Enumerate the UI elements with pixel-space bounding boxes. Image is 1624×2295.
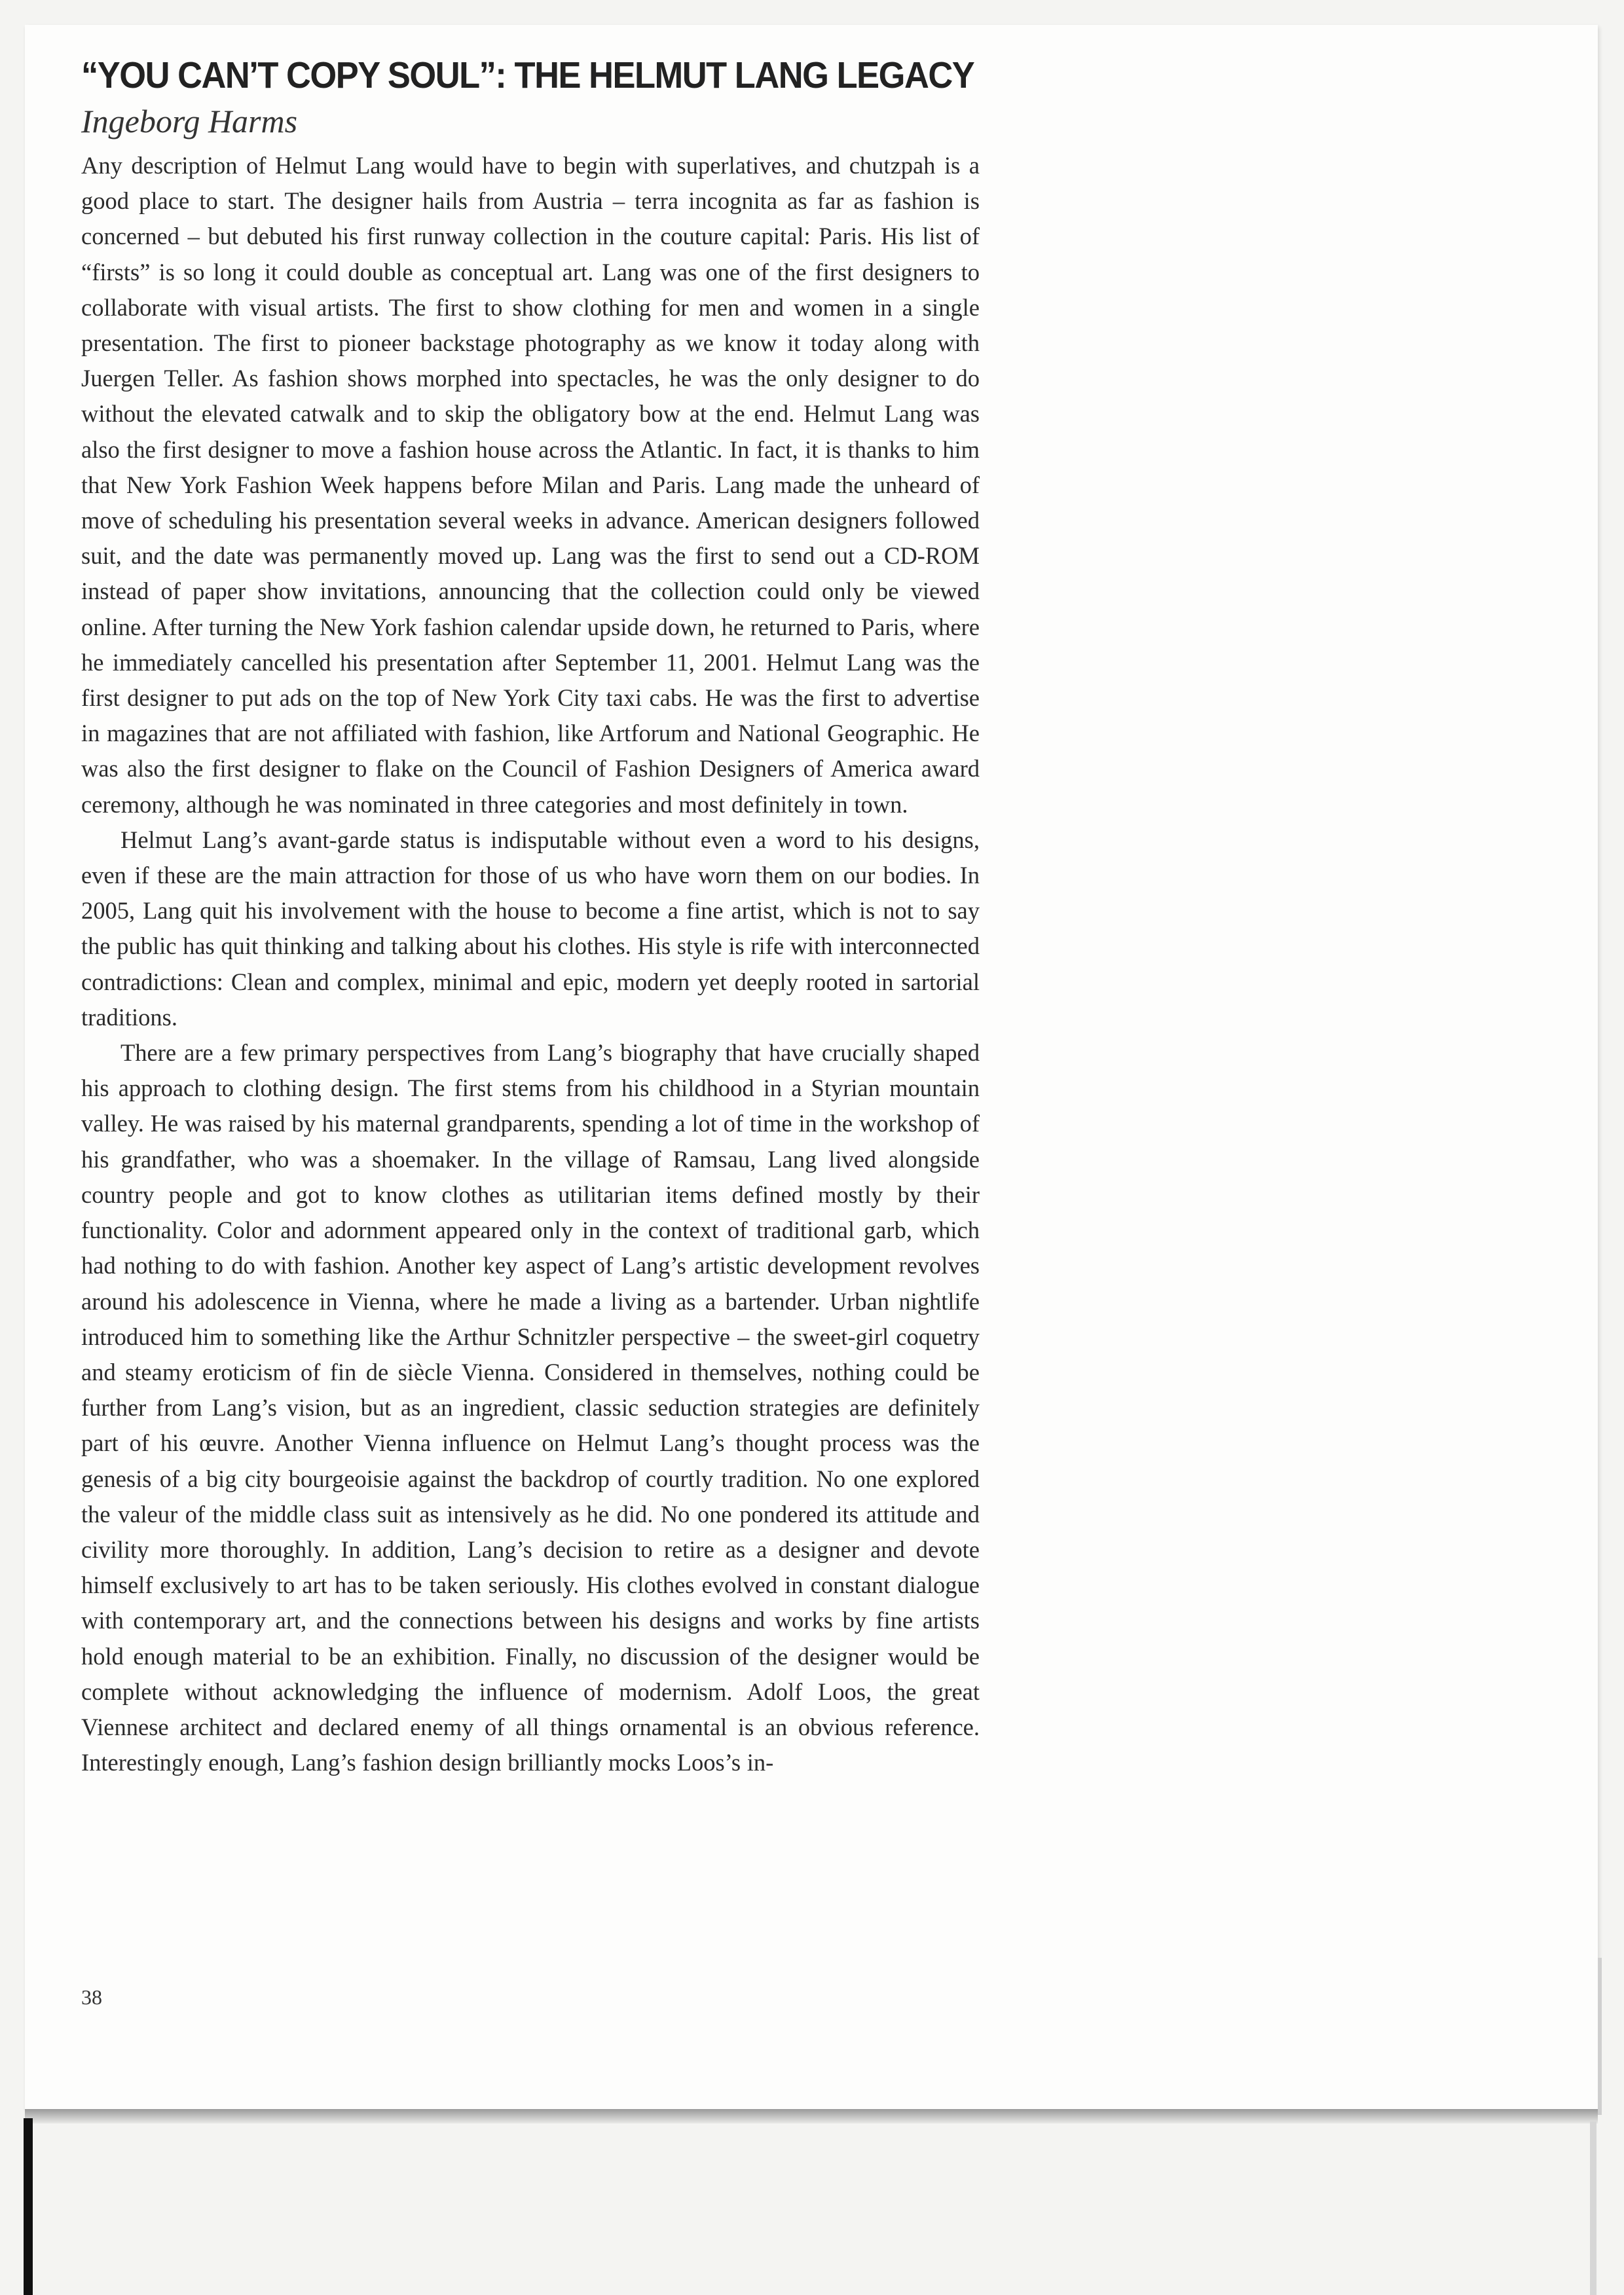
article-body — [81, 148, 980, 1780]
paragraph-3: There are a few primary perspectives from Lang’s biography that have crucially shaped his approach to clothing design. The first stems from his childhood in a Styrian mountain valley. He was raised by his maternal grandparents, spending a lot of time in the workshop of his grandfather, who was a shoemaker. In the village of Ramsau, Lang lived alongside country people and got to know clothes as utilitarian items defined mostly by their functionality. Color and adornment appeared only in the context of traditional garb, which had nothing to do with fashion. Another key aspect of Lang’s artistic development revolves around his adolescence in Vienna, where he made a living as a bartender. Urban nightlife introduced him to something like the Arthur Schnitzler perspective – the sweet-girl coquetry and steamy eroticism of fin de siècle Vienna. Considered in themselves, nothing could be further from Lang’s vision, but as an ingredient, classic seduction strategies are definitely part of his œuvre. Another Vienna influence on Helmut Lang’s thought process was the genesis of a big city bourgeoisie against the backdrop of courtly tradition. No one explored the valeur of the middle class suit as intensively as he did. No one pondered its attitude and civility more thoroughly. In addition, Lang’s decision to retire as a designer and devote himself exclusively to art has to be taken seriously. His clothes evolved in constant dialogue with contemporary art, and the connections between his designs and works by fine artists hold enough material to be an exhibition. Finally, no discussion of the designer would be complete without acknowledging the influence of modernism. Adolf Loos, the great Viennese architect and declared enemy of all things ornamental is an obvious reference. Interestingly enough, Lang’s fashion design brilliantly mocks Loos’s in- — [81, 1039, 980, 1776]
scan-border-left — [24, 2118, 33, 2295]
page-number: 38 — [81, 1985, 102, 2009]
paragraph-2: Helmut Lang’s avant-garde status is indisputable without even a word to his designs, even if these are the main attraction for those of us who have worn them on our bodies. In 2005, Lang quit his involvement with the house to become a fine artist, which is not to say the public has quit thinking and talking about his clothes. His style is rife with interconnected contradictions: Clean and complex, minimal and epic, modern yet deeply rooted in sartorial traditions. — [81, 826, 980, 1031]
article — [81, 51, 980, 1780]
scan-shadow — [25, 2109, 1598, 2123]
paragraph-1: Any description of Helmut Lang would have to begin with superlatives, and chutzpah is a good place to start. The designer hails from Austria – terra incognita as far as fashion is concerned – but debuted his first runway collection in the couture capital: Paris. His list of “firsts” is so long it could double as conceptual art. Lang was one of the first designers to collaborate with visual artists. The first to show clothing for men and women in a single presentation. The first to pioneer backstage photography as we know it today along with Juergen Teller. As fashion shows morphed into spectacles, he was the only designer to do without the elevated catwalk and to skip the obligatory bow at the end. Helmut Lang was also the first designer to move a fashion house across the Atlantic. In fact, it is thanks to him that New York Fashion Week happens before Milan and Paris. Lang made the unheard of move of scheduling his presentation several weeks in advance. American designers followed suit, and the date was permanently moved up. Lang was the first to send out a CD-ROM instead of paper show invitations, announcing that the collection could only be viewed online. After turning the New York fashion calendar upside down, he returned to Paris, where he immediately cancelled his presentation after September 11, 2001. Helmut Lang was the first designer to put ads on the top of New York City taxi cabs. He was the first to advertise in magazines that are not affiliated with fashion, like Artforum and National Geographic. He was also the first designer to flake on the Council of Fashion Designers of America award ceremony, although he was nominated in three categories and most definitely in town. — [81, 152, 980, 818]
scan-border-right — [1590, 2121, 1596, 2295]
article-title: “YOU CAN’T COPY SOUL”: THE HELMUT LANG LEGACY — [81, 54, 974, 96]
page-edge — [1598, 1958, 1602, 2115]
article-author: Ingeborg Harms — [81, 103, 298, 139]
